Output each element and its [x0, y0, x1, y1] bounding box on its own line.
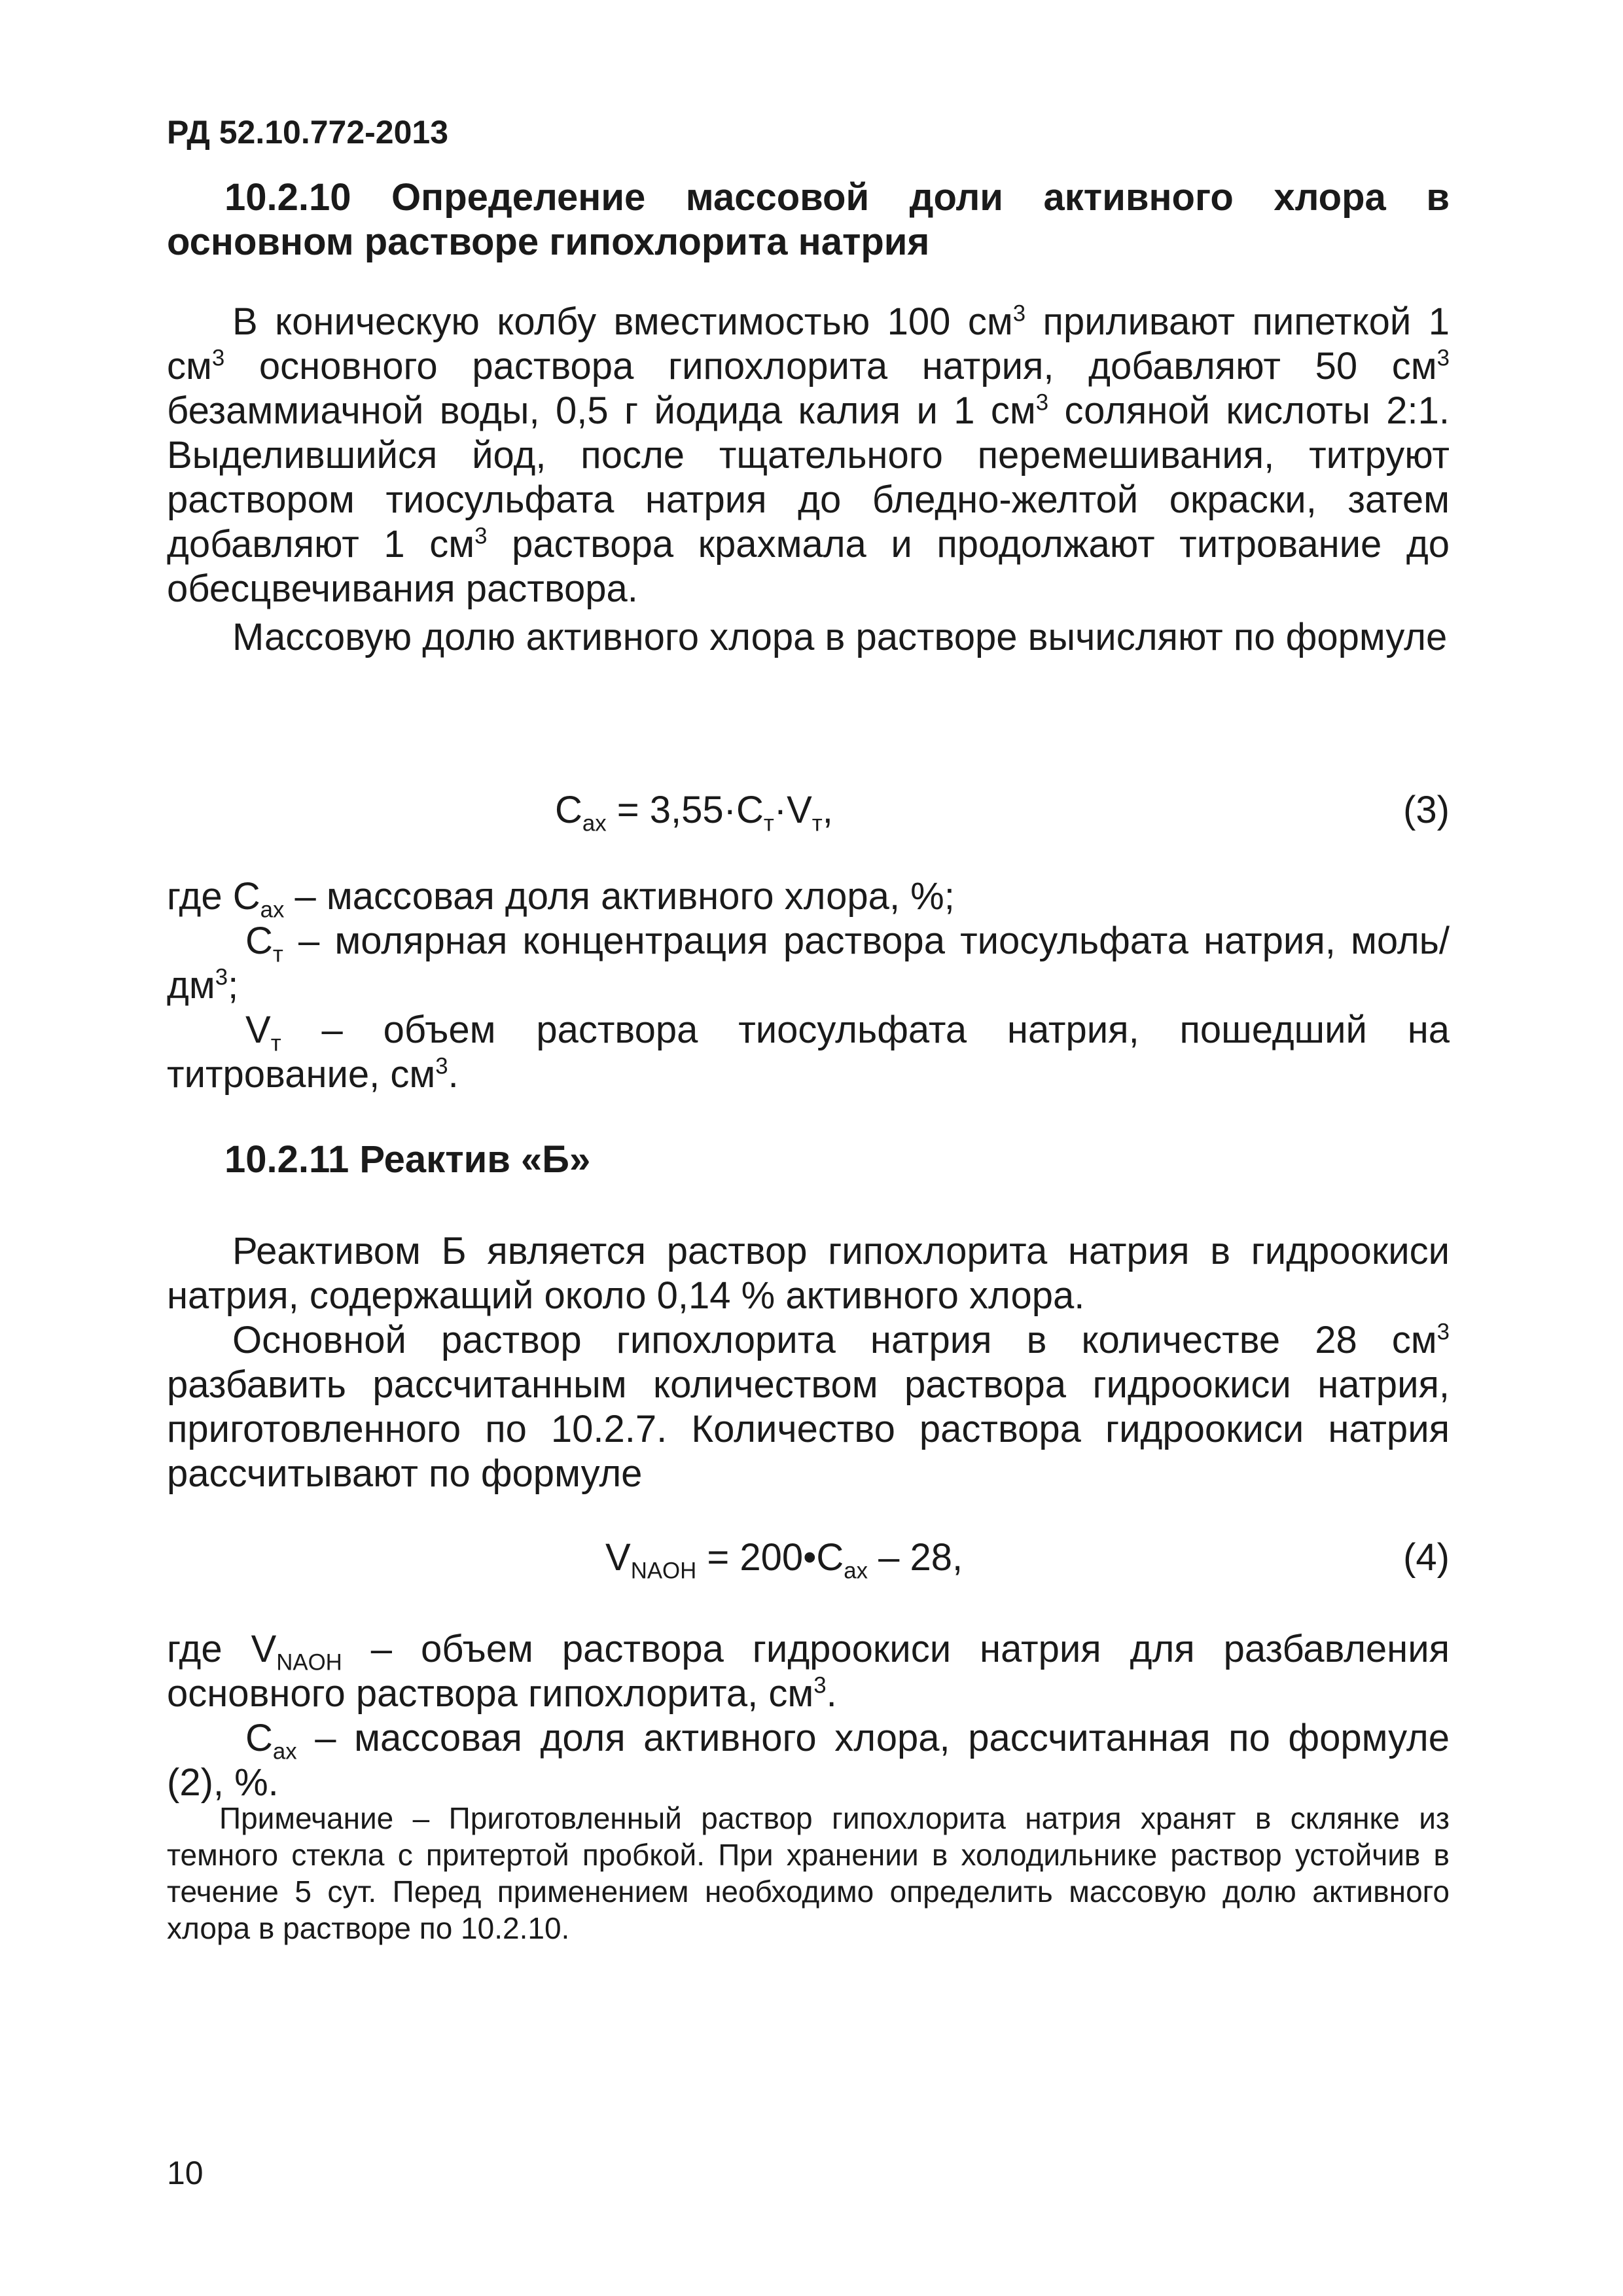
legend-vt: $V_т$ – объем раствора тиосульфата натрия, пошедший на титрование, $см^3$.	[167, 1009, 1450, 1096]
formula-3: $C_{ах} = 3,55\cdot C_т\cdot V_т$,	[555, 789, 833, 836]
legend-cax-2: $C_{ах}$ – массовая доля активного хлора, рассчитанная по формуле (2), %.	[167, 1717, 1450, 1804]
formula-3-number: (3)	[1403, 789, 1450, 831]
legend-ct: $C_т$ – молярная концентрация раствора тиосульфата натрия, моль/$дм^3$;	[167, 920, 1450, 1007]
page-number: 10	[167, 2155, 204, 2191]
legend-cax: где $C_{ах}$ – массовая доля активного хлора, %;	[167, 875, 955, 923]
section-heading-10-2-11: 10.2.11 Реактив «Б»	[224, 1138, 591, 1181]
formula-4-number: (4)	[1403, 1536, 1450, 1579]
formula-4: $V_{NAOH}$ = $200•C_{ах} - 28$,	[605, 1536, 963, 1584]
paragraph-calculation-intro: Массовую долю активного хлора в растворе вычисляют по формуле	[232, 616, 1448, 658]
formula-4-legend	[167, 1627, 1450, 1805]
formula-3-legend	[167, 874, 1450, 1097]
section-heading-10-2-10: 10.2.10 Определение массовой доли активного хлора в основном растворе гипохлорита натрия	[167, 176, 1450, 263]
paragraph-reagent-b: Реактивом Б является раствор гипохлорита натрия в гидроокиси натрия, содержащий около 0,14 % активного хлора.	[167, 1230, 1450, 1317]
document-code: РД 52.10.772-2013	[167, 114, 449, 151]
paragraph-dilution: Основной раствор гипохлорита натрия в количестве 28 $см^3$ разбавить рассчитанным количеством раствора гидроокиси натрия, приготовленного по 10.2.7. Количество раствора гидроокиси натрия рассчитывают по формуле	[167, 1319, 1450, 1495]
paragraph-procedure: В коническую колбу вместимостью 100 $см^3$ приливают пипеткой 1 $см^3$ основного раствора гипохлорита натрия, добавляют 50 $см^3$ безаммиачной воды, 0,5 г йодида калия и 1 $см^3$ соляной кислоты 2:1. Выделившийся йод, после тщательного перемешивания, титруют раствором тиосульфата натрия до бледно-желтой окраски, затем добавляют 1 $см^3$ раствора крахмала и продолжают титрование до обесцвечивания раствора.	[167, 300, 1450, 610]
note: Примечание – Приготовленный раствор гипохлорита натрия хранят в склянке из темного стекла с притертой пробкой. При хранении в холодильнике раствор устойчив в течение 5 сут. Перед применением необходимо определить массовую долю активного хлора в растворе по 10.2.10.	[167, 1801, 1450, 1945]
legend-vnaoh: где $V_{NAOH}$ – объем раствора гидроокиси натрия для разбавления основного раствора гипохлорита, $см^3$.	[167, 1628, 1450, 1715]
